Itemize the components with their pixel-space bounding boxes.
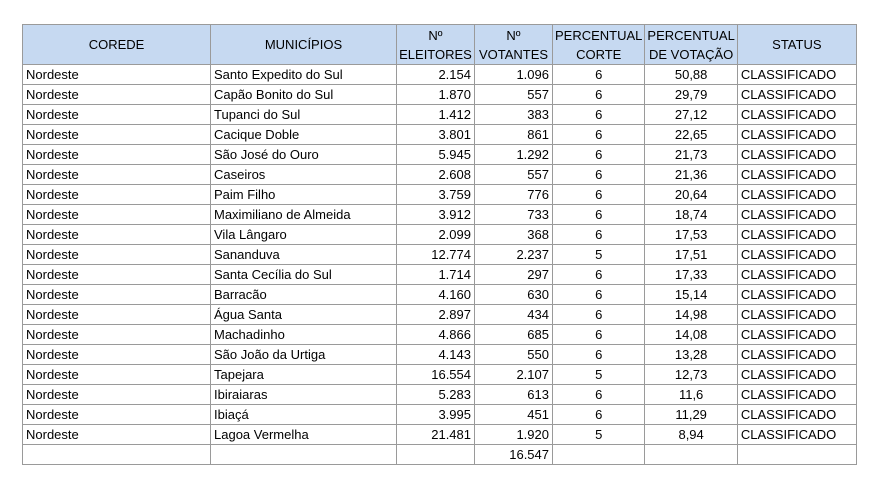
cell-corede[interactable]: Nordeste xyxy=(23,365,211,385)
table-row xyxy=(23,285,857,305)
cell-percentual-corte[interactable]: 6 xyxy=(553,85,645,105)
header-percentual-votacao[interactable]: PERCENTUAL DE VOTAÇÃO xyxy=(645,25,737,65)
cell-eleitores[interactable]: 1.714 xyxy=(397,265,475,285)
cell-corede[interactable]: Nordeste xyxy=(23,105,211,125)
cell-status[interactable]: CLASSIFICADO xyxy=(737,65,856,85)
cell-votantes[interactable]: 613 xyxy=(475,385,553,405)
cell-corede[interactable]: Nordeste xyxy=(23,345,211,365)
cell-corede[interactable]: Nordeste xyxy=(23,125,211,145)
header-municipios[interactable]: MUNICÍPIOS xyxy=(211,25,397,65)
cell-percentual-corte[interactable]: 6 xyxy=(553,105,645,125)
cell-municipio[interactable]: São José do Ouro xyxy=(211,145,397,165)
cell-percentual-corte[interactable]: 6 xyxy=(553,185,645,205)
cell-votantes[interactable]: 434 xyxy=(475,305,553,325)
cell-corede[interactable]: Nordeste xyxy=(23,165,211,185)
total-cell-corte[interactable] xyxy=(553,445,645,465)
cell-corede[interactable]: Nordeste xyxy=(23,265,211,285)
cell-eleitores[interactable]: 2.154 xyxy=(397,65,475,85)
cell-municipio[interactable]: Caseiros xyxy=(211,165,397,185)
cell-corede[interactable]: Nordeste xyxy=(23,405,211,425)
cell-votantes[interactable]: 451 xyxy=(475,405,553,425)
cell-municipio[interactable]: Ibiaçá xyxy=(211,405,397,425)
cell-status[interactable]: CLASSIFICADO xyxy=(737,185,856,205)
cell-eleitores[interactable]: 4.143 xyxy=(397,345,475,365)
cell-municipio[interactable]: Cacique Doble xyxy=(211,125,397,145)
cell-percentual-corte[interactable]: 5 xyxy=(553,245,645,265)
table-row xyxy=(23,205,857,225)
cell-percentual-votacao[interactable]: 27,12 xyxy=(645,105,737,125)
cell-municipio[interactable]: Santo Expedito do Sul xyxy=(211,65,397,85)
cell-municipio[interactable]: Maximiliano de Almeida xyxy=(211,205,397,225)
cell-corede[interactable]: Nordeste xyxy=(23,145,211,165)
cell-eleitores[interactable]: 5.283 xyxy=(397,385,475,405)
cell-percentual-votacao[interactable]: 18,74 xyxy=(645,205,737,225)
cell-percentual-corte[interactable]: 6 xyxy=(553,125,645,145)
cell-votantes[interactable]: 368 xyxy=(475,225,553,245)
cell-status[interactable]: CLASSIFICADO xyxy=(737,265,856,285)
cell-corede[interactable]: Nordeste xyxy=(23,325,211,345)
cell-corede[interactable]: Nordeste xyxy=(23,245,211,265)
cell-status[interactable]: CLASSIFICADO xyxy=(737,285,856,305)
cell-municipio[interactable]: Tapejara xyxy=(211,365,397,385)
header-percentual-corte[interactable]: PERCENTUAL CORTE xyxy=(553,25,645,65)
cell-percentual-votacao[interactable]: 50,88 xyxy=(645,65,737,85)
total-cell-corede[interactable] xyxy=(23,445,211,465)
cell-status[interactable]: CLASSIFICADO xyxy=(737,325,856,345)
cell-status[interactable]: CLASSIFICADO xyxy=(737,225,856,245)
table-row xyxy=(23,385,857,405)
cell-corede[interactable]: Nordeste xyxy=(23,305,211,325)
cell-percentual-corte[interactable]: 5 xyxy=(553,365,645,385)
cell-percentual-votacao[interactable]: 17,33 xyxy=(645,265,737,285)
spreadsheet xyxy=(22,24,857,465)
cell-percentual-votacao[interactable]: 15,14 xyxy=(645,285,737,305)
total-cell-votacao[interactable] xyxy=(645,445,737,465)
cell-eleitores[interactable]: 1.412 xyxy=(397,105,475,125)
cell-votantes[interactable]: 733 xyxy=(475,205,553,225)
cell-eleitores[interactable]: 2.608 xyxy=(397,165,475,185)
cell-status[interactable]: CLASSIFICADO xyxy=(737,105,856,125)
cell-votantes[interactable]: 557 xyxy=(475,165,553,185)
cell-votantes[interactable]: 2.107 xyxy=(475,365,553,385)
cell-status[interactable]: CLASSIFICADO xyxy=(737,385,856,405)
table-row xyxy=(23,265,857,285)
cell-percentual-corte[interactable]: 6 xyxy=(553,325,645,345)
cell-votantes[interactable]: 297 xyxy=(475,265,553,285)
cell-corede[interactable]: Nordeste xyxy=(23,85,211,105)
cell-eleitores[interactable]: 3.759 xyxy=(397,185,475,205)
cell-corede[interactable]: Nordeste xyxy=(23,225,211,245)
cell-percentual-votacao[interactable]: 21,36 xyxy=(645,165,737,185)
cell-municipio[interactable]: Sananduva xyxy=(211,245,397,265)
cell-corede[interactable]: Nordeste xyxy=(23,385,211,405)
cell-status[interactable]: CLASSIFICADO xyxy=(737,85,856,105)
cell-percentual-votacao[interactable]: 17,53 xyxy=(645,225,737,245)
cell-percentual-corte[interactable]: 6 xyxy=(553,165,645,185)
cell-status[interactable]: CLASSIFICADO xyxy=(737,245,856,265)
cell-corede[interactable]: Nordeste xyxy=(23,205,211,225)
cell-percentual-corte[interactable]: 6 xyxy=(553,205,645,225)
table-row xyxy=(23,345,857,365)
table-row xyxy=(23,365,857,385)
table-row xyxy=(23,185,857,205)
cell-corede[interactable]: Nordeste xyxy=(23,425,211,445)
table-row xyxy=(23,225,857,245)
cell-status[interactable]: CLASSIFICADO xyxy=(737,205,856,225)
cell-percentual-corte[interactable]: 6 xyxy=(553,285,645,305)
cell-votantes[interactable]: 1.096 xyxy=(475,65,553,85)
cell-municipio[interactable]: Machadinho xyxy=(211,325,397,345)
cell-municipio[interactable]: Capão Bonito do Sul xyxy=(211,85,397,105)
cell-votantes[interactable]: 630 xyxy=(475,285,553,305)
cell-status[interactable]: CLASSIFICADO xyxy=(737,345,856,365)
cell-percentual-votacao[interactable]: 14,98 xyxy=(645,305,737,325)
cell-votantes[interactable]: 550 xyxy=(475,345,553,365)
total-row xyxy=(23,445,857,465)
cell-percentual-votacao[interactable]: 11,6 xyxy=(645,385,737,405)
cell-percentual-corte[interactable]: 6 xyxy=(553,385,645,405)
table-row xyxy=(23,105,857,125)
cell-percentual-votacao[interactable]: 17,51 xyxy=(645,245,737,265)
header-eleitores[interactable]: Nº ELEITORES xyxy=(397,25,475,65)
cell-municipio[interactable]: Barracão xyxy=(211,285,397,305)
cell-percentual-votacao[interactable]: 11,29 xyxy=(645,405,737,425)
municipalities-table xyxy=(22,24,857,465)
cell-eleitores[interactable]: 21.481 xyxy=(397,425,475,445)
cell-votantes[interactable]: 1.920 xyxy=(475,425,553,445)
header-row xyxy=(23,25,857,65)
cell-eleitores[interactable]: 3.801 xyxy=(397,125,475,145)
total-votantes-cell[interactable]: 16.547 xyxy=(475,445,553,465)
cell-eleitores[interactable]: 4.160 xyxy=(397,285,475,305)
table-row xyxy=(23,405,857,425)
cell-percentual-corte[interactable]: 6 xyxy=(553,305,645,325)
cell-percentual-corte[interactable]: 6 xyxy=(553,345,645,365)
cell-eleitores[interactable]: 3.912 xyxy=(397,205,475,225)
cell-corede[interactable]: Nordeste xyxy=(23,185,211,205)
cell-percentual-votacao[interactable]: 13,28 xyxy=(645,345,737,365)
cell-municipio[interactable]: Paim Filho xyxy=(211,185,397,205)
total-cell-eleitores[interactable] xyxy=(397,445,475,465)
cell-votantes[interactable]: 685 xyxy=(475,325,553,345)
table-row xyxy=(23,145,857,165)
cell-percentual-corte[interactable]: 6 xyxy=(553,145,645,165)
cell-percentual-votacao[interactable]: 12,73 xyxy=(645,365,737,385)
cell-municipio[interactable]: Vila Lângaro xyxy=(211,225,397,245)
cell-votantes[interactable]: 2.237 xyxy=(475,245,553,265)
cell-percentual-corte[interactable]: 6 xyxy=(553,265,645,285)
cell-percentual-votacao[interactable]: 20,64 xyxy=(645,185,737,205)
cell-votantes[interactable]: 383 xyxy=(475,105,553,125)
cell-status[interactable]: CLASSIFICADO xyxy=(737,365,856,385)
table-row xyxy=(23,165,857,185)
cell-status[interactable]: CLASSIFICADO xyxy=(737,125,856,145)
cell-percentual-votacao[interactable]: 29,79 xyxy=(645,85,737,105)
cell-percentual-corte[interactable]: 5 xyxy=(553,425,645,445)
cell-corede[interactable]: Nordeste xyxy=(23,65,211,85)
cell-percentual-corte[interactable]: 6 xyxy=(553,65,645,85)
cell-eleitores[interactable]: 3.995 xyxy=(397,405,475,425)
table-row xyxy=(23,245,857,265)
cell-municipio[interactable]: Ibiraiaras xyxy=(211,385,397,405)
cell-percentual-corte[interactable]: 6 xyxy=(553,225,645,245)
total-cell-status[interactable] xyxy=(737,445,856,465)
cell-percentual-votacao[interactable]: 21,73 xyxy=(645,145,737,165)
cell-municipio[interactable]: Tupanci do Sul xyxy=(211,105,397,125)
cell-municipio[interactable]: São João da Urtiga xyxy=(211,345,397,365)
cell-status[interactable]: CLASSIFICADO xyxy=(737,405,856,425)
cell-percentual-votacao[interactable]: 8,94 xyxy=(645,425,737,445)
cell-status[interactable]: CLASSIFICADO xyxy=(737,305,856,325)
table-row xyxy=(23,85,857,105)
header-votantes[interactable]: Nº VOTANTES xyxy=(475,25,553,65)
header-corede[interactable]: COREDE xyxy=(23,25,211,65)
cell-percentual-votacao[interactable]: 14,08 xyxy=(645,325,737,345)
cell-eleitores[interactable]: 4.866 xyxy=(397,325,475,345)
cell-eleitores[interactable]: 5.945 xyxy=(397,145,475,165)
cell-eleitores[interactable]: 2.897 xyxy=(397,305,475,325)
cell-percentual-votacao[interactable]: 22,65 xyxy=(645,125,737,145)
cell-municipio[interactable]: Santa Cecília do Sul xyxy=(211,265,397,285)
table-row xyxy=(23,425,857,445)
cell-eleitores[interactable]: 2.099 xyxy=(397,225,475,245)
cell-municipio[interactable]: Lagoa Vermelha xyxy=(211,425,397,445)
cell-eleitores[interactable]: 16.554 xyxy=(397,365,475,385)
table-row xyxy=(23,325,857,345)
cell-municipio[interactable]: Água Santa xyxy=(211,305,397,325)
table-row xyxy=(23,125,857,145)
table-row xyxy=(23,65,857,85)
cell-votantes[interactable]: 557 xyxy=(475,85,553,105)
cell-corede[interactable]: Nordeste xyxy=(23,285,211,305)
cell-votantes[interactable]: 776 xyxy=(475,185,553,205)
cell-status[interactable]: CLASSIFICADO xyxy=(737,145,856,165)
cell-eleitores[interactable]: 12.774 xyxy=(397,245,475,265)
header-status[interactable]: STATUS xyxy=(737,25,856,65)
cell-eleitores[interactable]: 1.870 xyxy=(397,85,475,105)
cell-percentual-corte[interactable]: 6 xyxy=(553,405,645,425)
table-row xyxy=(23,305,857,325)
cell-status[interactable]: CLASSIFICADO xyxy=(737,165,856,185)
cell-votantes[interactable]: 1.292 xyxy=(475,145,553,165)
cell-votantes[interactable]: 861 xyxy=(475,125,553,145)
cell-status[interactable]: CLASSIFICADO xyxy=(737,425,856,445)
total-cell-municipio[interactable] xyxy=(211,445,397,465)
